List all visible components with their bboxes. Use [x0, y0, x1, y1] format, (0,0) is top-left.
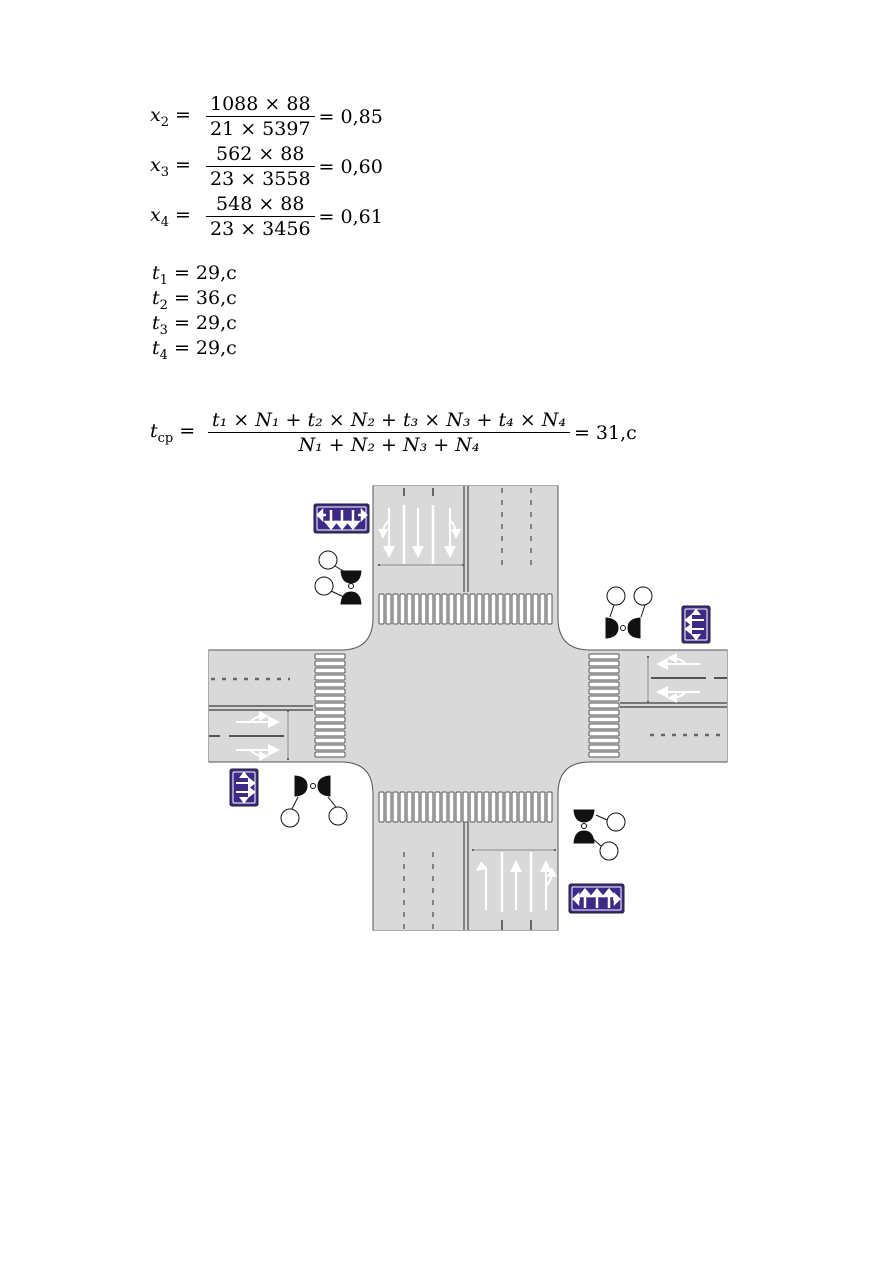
equation-result: = 31,с: [573, 421, 637, 444]
equation-lhs: $x_3$ =: [150, 153, 191, 180]
equation-lhs: $t_{ср}$ =: [150, 419, 196, 446]
numerator: 562 × 88: [216, 143, 305, 165]
equation-result: = 0,61: [318, 205, 383, 228]
lane-sign-icon: [314, 504, 369, 533]
numerator: t₁ × N₁ + t₂ × N₂ + t₃ × N₃ + t₄ × N₄: [212, 409, 566, 431]
numerator: 1088 × 88: [210, 93, 311, 115]
traffic-light-icon: [574, 810, 625, 860]
lane-sign-icon: [682, 606, 710, 643]
traffic-light-icon: [315, 551, 361, 604]
traffic-light-icon: [606, 587, 652, 638]
denominator: N₁ + N₂ + N₃ + N₄: [298, 434, 480, 456]
equation-lhs: $x_4$ =: [150, 203, 191, 230]
denominator: 21 × 5397: [210, 118, 311, 140]
time-t4: $t_4 = 29,с$: [152, 337, 237, 363]
equation-result: = 0,85: [318, 105, 383, 128]
numerator: 548 × 88: [216, 193, 305, 215]
denominator: 23 × 3558: [210, 168, 311, 190]
denominator: 23 × 3456: [210, 218, 311, 240]
lane-sign-icon: [230, 769, 258, 806]
traffic-light-icon: [281, 776, 347, 827]
lane-sign-icon: [569, 884, 624, 913]
equation-lhs: $x_2$ =: [150, 103, 191, 130]
time-t3: $t_3 = 29,с$: [152, 312, 237, 338]
equation-result: = 0,60: [318, 155, 383, 178]
time-t1: $t_1 = 29,с$: [152, 262, 237, 288]
time-t2: $t_2 = 36,с$: [152, 287, 237, 313]
